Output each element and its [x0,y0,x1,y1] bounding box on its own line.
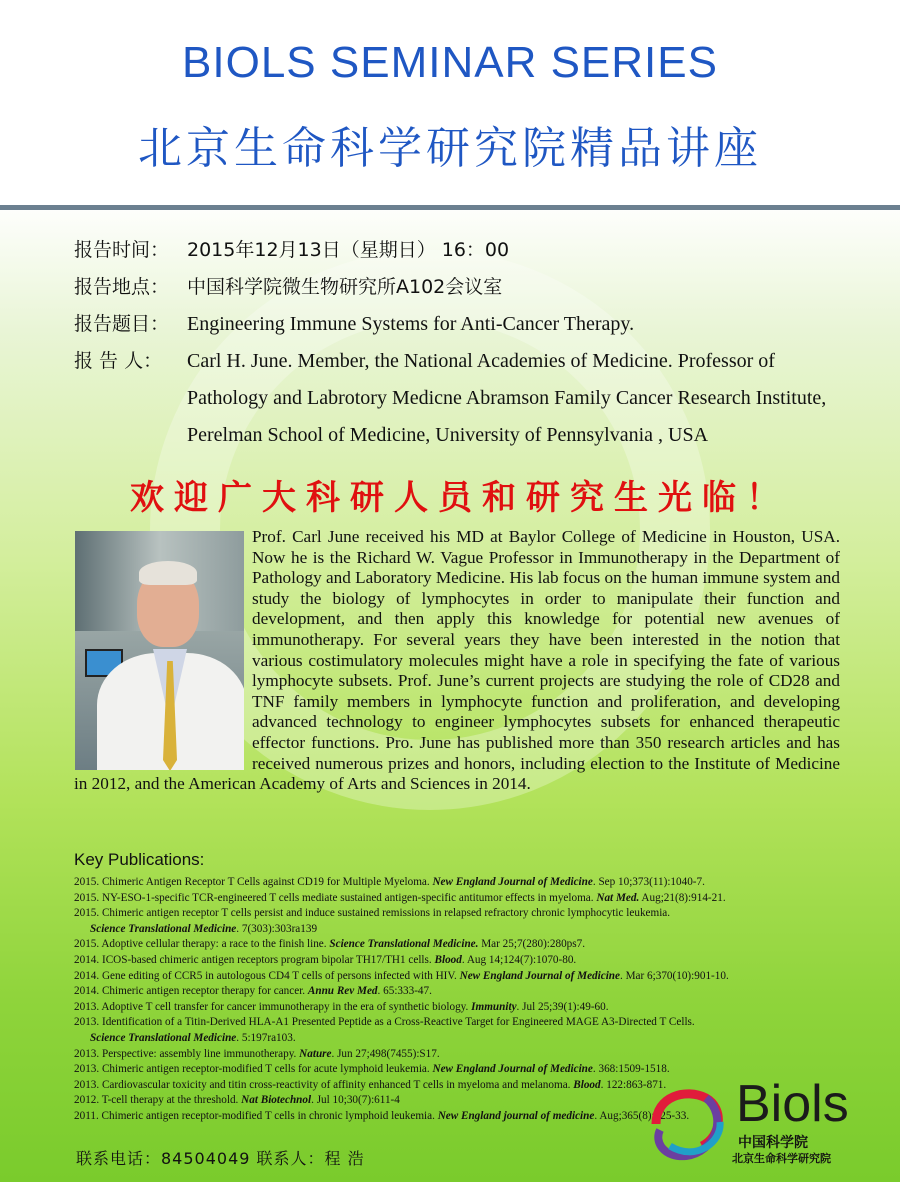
publication-detail: . 122:863-871. [600,1078,667,1091]
publication-journal: Nature [299,1047,332,1060]
publication-journal: Blood [434,953,462,966]
topic-label: 报告题目： [74,313,170,335]
publication-text: 2012. T-cell therapy at the threshold. [74,1094,242,1107]
publication-text: 2014. Gene editing of CCR5 in autologous CD4 T cells of persons infected with HIV. [74,969,460,982]
publication-text: 2013. Chimeric antigen receptor-modified T cells for acute lymphoid leukemia. [74,1063,433,1076]
publication-journal: Science Translational Medicine. [329,938,479,951]
header-divider [0,205,900,210]
publication-detail: . 368:1509-1518. [592,1063,670,1076]
speaker-value: Carl H. June. Member, the National Academies of Medicine. Professor of Pathology and Labrotory Medicne Abramson Family Cancer Research Institute, Perelman School of Medicine, University of Pennsylvania , USA [187,350,827,446]
time-value: 2015年12月13日（星期日） 16：00 [187,239,510,261]
publication-journal: Nat Med. [596,891,640,904]
publication-detail: . 5:197ra103. [236,1031,296,1044]
biols-logo-icon [636,1076,736,1166]
publication-detail: . Sep 10;373(11):1040-7. [592,876,705,888]
publication-detail: . 65:333-47. [377,985,432,998]
publication-journal: New England Journal of Medicine [432,1063,593,1076]
publication-text: 2014. Chimeric antigen receptor therapy for cancer. [74,985,308,998]
publication-item [74,906,874,937]
publication-detail: . Aug;365(8):725-33. [594,1109,690,1122]
publication-text: 2015. Chimeric antigen receptor T cells persist and induce sustained remissions in relapsed refractory chronic lymphocytic leukemia. [74,907,671,920]
topic-row [74,306,854,343]
publication-item [74,891,874,907]
biols-logo [636,1074,871,1164]
publication-journal: Immunity [471,1000,517,1013]
time-label: 报告时间： [74,239,170,261]
time-row [74,232,854,269]
publication-text: 2014. ICOS-based chimeric antigen receptors program bipolar TH17/TH1 cells. [74,953,435,966]
welcome-banner: 欢迎广大科研人员和研究生光临！ [130,478,790,518]
publication-detail: . Jul 10;30(7):611-4 [311,1094,400,1107]
place-row [74,269,854,306]
publication-item [74,984,874,1000]
publication-item [74,1047,874,1063]
publication-journal: Science Translational Medicine [90,922,237,935]
speaker-row [74,343,854,454]
publication-journal: Blood [573,1078,601,1091]
topic-value: Engineering Immune Systems for Anti-Cancer Therapy. [187,313,635,335]
speaker-bio [74,527,840,795]
publication-text: 2015. NY-ESO-1-specific TCR-engineered T cells mediate sustained antigen-specific antitumor effects in myeloma. [74,891,597,904]
publication-detail: . 7(303):303ra139 [236,922,318,935]
publications-title: Key Publications: [74,850,205,869]
publication-item [74,1000,874,1016]
publication-item [74,937,874,953]
contact-info: 联系电话：84504049 联系人：程 浩 [76,1149,365,1168]
publication-item [74,953,874,969]
place-value: 中国科学院微生物研究所A102会议室 [187,276,503,298]
logo-cn-line2: 北京生命科学研究院 [732,1152,831,1165]
title-cn: 北京生命科学研究院精品讲座 [138,123,762,174]
publication-item [74,969,874,985]
publication-journal: Nat Biotechnol [241,1094,312,1107]
seminar-info [74,232,854,454]
publication-detail: . Mar 6;370(10):901-10. [620,969,729,982]
publication-journal: Annu Rev Med [307,985,378,998]
publication-detail: Aug;21(8):914-21. [639,891,726,904]
publication-detail: . Jun 27;498(7455):S17. [331,1047,440,1060]
title-en: BIOLS SEMINAR SERIES [182,38,718,87]
publication-text: 2013. Adoptive T cell transfer for cancer immunotherapy in the era of synthetic biology. [74,1000,472,1013]
publication-journal: New England Journal of Medicine [459,969,620,982]
publication-text: 2015. Adoptive cellular therapy: a race to the finish line. [74,938,330,951]
header [0,0,900,210]
logo-name: Biols [736,1075,849,1133]
publication-continuation [74,1031,874,1047]
publication-text: 2011. Chimeric antigen receptor-modified T cells in chronic lymphoid leukemia. [74,1109,438,1122]
publication-detail: . Aug 14;124(7):1070-80. [461,953,577,966]
publication-item [74,1015,874,1046]
logo-cn-line1: 中国科学院 [738,1135,808,1151]
publication-item [74,875,874,891]
publication-text: 2013. Perspective: assembly line immunotherapy. [74,1047,300,1060]
publication-text: 2013. Identification of a Titin-Derived HLA-A1 Presented Peptide as a Cross-Reactive Target for Engineered MAGE A3-Directed T Cells. [74,1016,695,1029]
publication-text: 2015. Chimeric Antigen Receptor T Cells against CD19 for Multiple Myeloma. [74,876,433,888]
publication-detail: Mar 25;7(280):280ps7. [478,938,586,951]
place-label: 报告地点： [74,276,170,298]
bio-text: Prof. Carl June received his MD at Baylor College of Medicine in Houston, USA. Now he is the Richard W. Vague Professor in Immunotherapy in the Department of Pathology and Laboratory Medicine. His lab focus on the human immune system and study the biology of lymphocytes in order to manipulate their function and development, and then apply this knowledge for potential new avenues of immunotherapy. For several years they have been interested in the notion that various costimulatory molecules might have a role in specifying the fate of various lymphocyte subsets. Prof. June’s current projects are studying the role of CD28 and TNF family members in lymphocyte function and proliferation, and developing advanced technology to engineer lymphocytes subsets for enhanced therapeutic effector functions. Pro. June has published more than 350 research articles and has received numerous prizes and honors, including election to the Institute of Medicine in 2012, and the American Academy of Arts and Sciences in 2014. [74,527,840,794]
publication-text: 2013. Cardiovascular toxicity and titin cross-reactivity of affinity enhanced T cells in myeloma and melanoma. [74,1078,574,1091]
publication-journal: Science Translational Medicine [90,1031,237,1044]
publication-journal: New England Journal of Medicine [432,876,593,888]
publication-detail: . Jul 25;39(1):49-60. [516,1000,609,1013]
publication-continuation [74,922,874,938]
speaker-label: 报 告 人： [74,350,163,372]
publication-journal: New England journal of medicine [437,1109,595,1122]
